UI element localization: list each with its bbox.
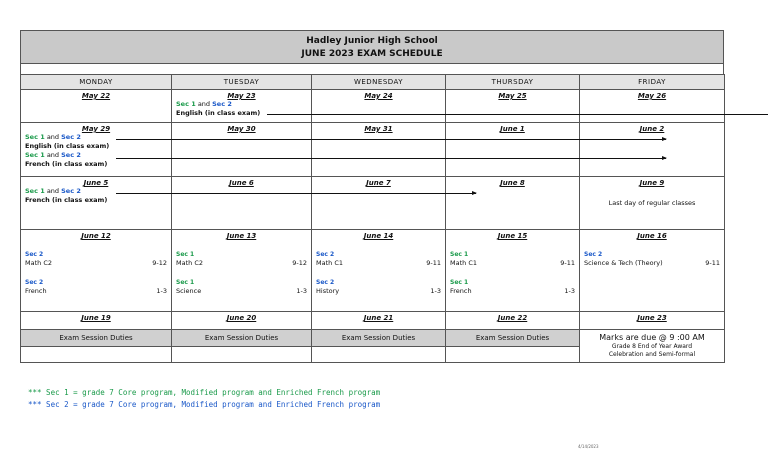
cell-june5 xyxy=(21,177,172,230)
date-label: June 2 xyxy=(639,125,665,133)
date-label: June 15 xyxy=(497,232,528,240)
exam-label: French (in class exam) xyxy=(25,196,108,204)
exam-subject: French xyxy=(450,287,472,295)
duty-row xyxy=(21,330,725,347)
cell-june2 xyxy=(580,123,725,177)
marks-due-cell xyxy=(580,330,725,363)
cell-june13 xyxy=(172,230,312,312)
blank-cell xyxy=(21,347,172,363)
exam-section: Sec 2 xyxy=(316,251,335,258)
sec2-label: Sec 2 xyxy=(61,133,81,141)
sec2-label: Sec 2 xyxy=(61,151,81,159)
and-text: and xyxy=(46,133,60,141)
date-label: June 1 xyxy=(500,125,525,133)
day-monday: MONDAY xyxy=(21,75,172,90)
exam-section: Sec 2 xyxy=(316,279,335,286)
date-label: June 14 xyxy=(363,232,394,240)
date-label: June 7 xyxy=(366,179,391,187)
spacer xyxy=(20,64,724,74)
duty-wednesday: Exam Session Duties xyxy=(312,330,446,347)
footnote-sec1: *** Sec 1 = grade 7 Core program, Modified program and Enriched French program xyxy=(28,388,381,397)
cell-may22 xyxy=(21,90,172,123)
date-label: June 23 xyxy=(637,314,667,322)
date-label: May 22 xyxy=(81,92,111,100)
and-text: and xyxy=(46,187,60,195)
exam-row xyxy=(172,287,311,296)
sec1-label: Sec 1 xyxy=(25,151,45,159)
date-label: June 22 xyxy=(497,314,528,322)
cell-june22 xyxy=(446,312,580,330)
exam-subject: History xyxy=(316,287,340,295)
exam-section: Sec 1 xyxy=(176,251,195,258)
day-thursday: THURSDAY xyxy=(446,75,580,90)
sections-line xyxy=(21,187,171,196)
sections-line xyxy=(172,100,311,109)
exam-time: 9-11 xyxy=(426,259,441,267)
cell-june23 xyxy=(580,312,725,330)
exam-time: 9-12 xyxy=(292,259,307,267)
duty-thursday: Exam Session Duties xyxy=(446,330,580,347)
exam-subject: Science & Tech (Theory) xyxy=(584,259,663,267)
exam-section: Sec 2 xyxy=(25,279,44,286)
cell-june21 xyxy=(312,312,446,330)
blank-cell xyxy=(172,347,312,363)
footnote-sec2: *** Sec 2 = grade 7 Core program, Modified program and Enriched French program xyxy=(28,400,381,409)
exam-time: 9-11 xyxy=(705,259,720,267)
cell-june8 xyxy=(446,177,580,230)
cell-june14 xyxy=(312,230,446,312)
cell-may25 xyxy=(446,90,580,123)
exam-time: 1-3 xyxy=(156,287,167,295)
date-label: June 13 xyxy=(226,232,257,240)
cell-june16 xyxy=(580,230,725,312)
date-label: June 16 xyxy=(637,232,667,240)
exam-subject: Math C2 xyxy=(176,259,203,267)
cell-may31 xyxy=(312,123,446,177)
marks-text: Marks are due @ 9 :00 AM xyxy=(599,333,705,342)
exam-subject: Math C1 xyxy=(316,259,343,267)
exam-label: English (in class exam) xyxy=(176,109,261,117)
exam-subject: Science xyxy=(176,287,202,295)
print-date: 4/14/2023 xyxy=(578,444,599,449)
exam-subject: French xyxy=(25,287,47,295)
schedule-title: JUNE 2023 EXAM SCHEDULE xyxy=(301,49,443,59)
exam-row xyxy=(312,287,445,296)
blank-cell xyxy=(312,347,446,363)
week-5-date-row xyxy=(21,312,725,330)
exam-subject: Math C2 xyxy=(25,259,52,267)
sec1-label: Sec 1 xyxy=(25,187,45,195)
exam-section: Sec 2 xyxy=(25,251,44,258)
and-text: and xyxy=(197,100,211,108)
exam-label: English (in class exam) xyxy=(25,142,110,150)
marks-due xyxy=(580,333,724,359)
date-label: May 25 xyxy=(498,92,527,100)
exam-row xyxy=(446,287,579,296)
day-header-row xyxy=(21,75,725,90)
cell-may26 xyxy=(580,90,725,123)
cell-may24 xyxy=(312,90,446,123)
cell-june9 xyxy=(580,177,725,230)
date-label: June 20 xyxy=(226,314,257,322)
cell-may30 xyxy=(172,123,312,177)
exam-row xyxy=(580,259,724,268)
cell-june1 xyxy=(446,123,580,177)
sec1-label: Sec 1 xyxy=(25,133,45,141)
week-4-row xyxy=(21,230,725,312)
title-band xyxy=(20,30,724,64)
week-1-row xyxy=(21,90,725,123)
exam-time: 1-3 xyxy=(564,287,575,295)
day-wednesday: WEDNESDAY xyxy=(312,75,446,90)
cell-june6 xyxy=(172,177,312,230)
date-label: May 31 xyxy=(364,125,393,133)
date-label: June 5 xyxy=(83,179,109,187)
sec2-label: Sec 2 xyxy=(61,187,81,195)
cell-may23 xyxy=(172,90,312,123)
exam-label: French (in class exam) xyxy=(25,160,108,168)
exam-section: Sec 2 xyxy=(584,251,603,258)
exam-section: Sec 1 xyxy=(450,279,469,286)
date-label: June 6 xyxy=(229,179,254,187)
cell-may29 xyxy=(21,123,172,177)
date-label: June 9 xyxy=(639,179,665,187)
schedule-table xyxy=(20,74,725,363)
cell-june19 xyxy=(21,312,172,330)
exam-row xyxy=(312,259,445,268)
week-3-row xyxy=(21,177,725,230)
cell-june20 xyxy=(172,312,312,330)
and-text: and xyxy=(46,151,60,159)
exam-row xyxy=(21,287,171,296)
date-label: May 23 xyxy=(227,92,256,100)
date-label: May 29 xyxy=(81,125,111,133)
date-label: May 24 xyxy=(364,92,393,100)
sec2-label: Sec 2 xyxy=(212,100,232,108)
exam-section: Sec 1 xyxy=(176,279,195,286)
day-tuesday: TUESDAY xyxy=(172,75,312,90)
exam-section: Sec 1 xyxy=(450,251,469,258)
school-name: Hadley Junior High School xyxy=(306,36,438,46)
cell-june12 xyxy=(21,230,172,312)
date-label: June 21 xyxy=(363,314,394,322)
exam-time: 9-12 xyxy=(152,259,167,267)
exam-subject: Math C1 xyxy=(450,259,477,267)
date-label: June 8 xyxy=(500,179,525,187)
date-label: May 26 xyxy=(637,92,667,100)
date-label: June 12 xyxy=(81,232,111,240)
duty-tuesday: Exam Session Duties xyxy=(172,330,312,347)
exam-row xyxy=(446,259,579,268)
exam-row xyxy=(172,259,311,268)
award-line-2: Celebration and Semi-formal xyxy=(608,351,696,358)
sec1-label: Sec 1 xyxy=(176,100,196,108)
date-label: June 19 xyxy=(81,314,111,322)
exam-time: 1-3 xyxy=(296,287,307,295)
week-2-row xyxy=(21,123,725,177)
day-friday: FRIDAY xyxy=(580,75,725,90)
sections-line xyxy=(21,133,171,142)
award-line-1: Grade 8 End of Year Award xyxy=(611,343,693,350)
cell-june7 xyxy=(312,177,446,230)
exam-time: 1-3 xyxy=(430,287,441,295)
exam-row xyxy=(21,259,171,268)
date-label: May 30 xyxy=(227,125,256,133)
last-day-note: Last day of regular classes xyxy=(608,199,696,207)
duty-monday: Exam Session Duties xyxy=(21,330,172,347)
exam-time: 9-11 xyxy=(560,259,575,267)
blank-cell xyxy=(446,347,580,363)
cell-june15 xyxy=(446,230,580,312)
